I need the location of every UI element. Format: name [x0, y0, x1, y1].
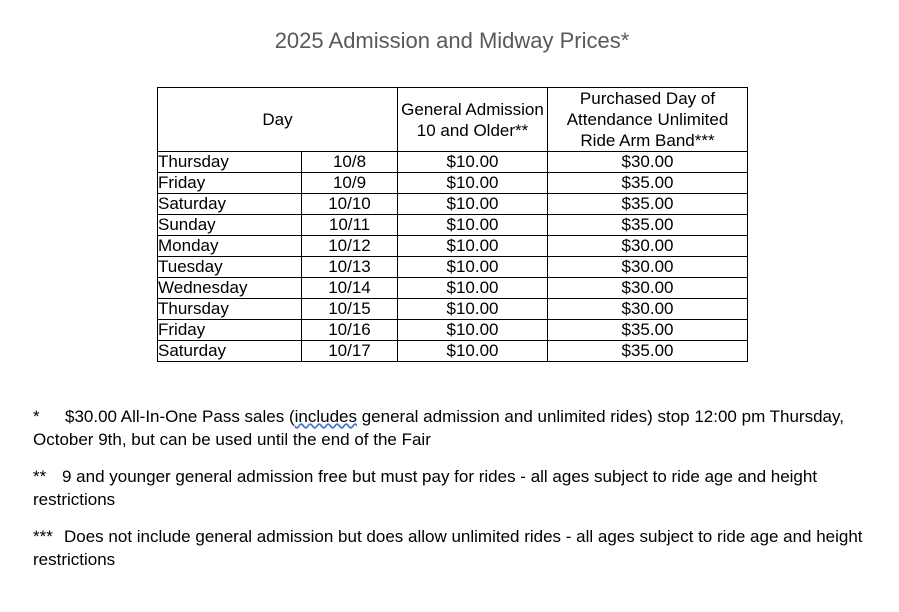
header-ride-band: Purchased Day of Attendance Unlimited Ride Arm Band***: [548, 88, 748, 152]
table-row: [158, 194, 748, 215]
day-cell: Saturday: [158, 341, 302, 362]
footnote-3-marker: ***: [33, 527, 53, 546]
table-header-row: [158, 88, 748, 152]
day-cell: Saturday: [158, 194, 302, 215]
general-admission-cell: $10.00: [398, 215, 548, 236]
day-cell: Wednesday: [158, 278, 302, 299]
footnote-1-marker: *: [33, 407, 40, 426]
general-admission-cell: $10.00: [398, 194, 548, 215]
table-row: [158, 215, 748, 236]
ride-band-cell: $35.00: [548, 194, 748, 215]
day-cell: Friday: [158, 320, 302, 341]
ride-band-cell: $35.00: [548, 320, 748, 341]
footnote-2: [33, 465, 878, 511]
footnote-1-text-start: $30.00 All-In-One Pass sales (: [65, 407, 295, 426]
date-cell: 10/14: [302, 278, 398, 299]
ride-band-cell: $35.00: [548, 341, 748, 362]
table-row: [158, 236, 748, 257]
date-cell: 10/11: [302, 215, 398, 236]
header-day: Day: [158, 88, 398, 152]
table-row: [158, 320, 748, 341]
footnote-3-text: Does not include general admission but does allow unlimited rides - all ages subject to ride age and height restrictions: [33, 527, 863, 569]
day-cell: Sunday: [158, 215, 302, 236]
general-admission-cell: $10.00: [398, 152, 548, 173]
general-admission-cell: $10.00: [398, 320, 548, 341]
day-cell: Thursday: [158, 152, 302, 173]
ride-band-cell: $35.00: [548, 215, 748, 236]
general-admission-cell: $10.00: [398, 278, 548, 299]
footnote-2-text: 9 and younger general admission free but must pay for rides - all ages subject to ride age and height restrictions: [33, 467, 818, 509]
day-cell: Thursday: [158, 299, 302, 320]
ride-band-cell: $35.00: [548, 173, 748, 194]
ride-band-cell: $30.00: [548, 152, 748, 173]
table-row: [158, 257, 748, 278]
ride-band-cell: $30.00: [548, 236, 748, 257]
day-cell: Friday: [158, 173, 302, 194]
general-admission-cell: $10.00: [398, 341, 548, 362]
day-cell: Tuesday: [158, 257, 302, 278]
date-cell: 10/16: [302, 320, 398, 341]
general-admission-cell: $10.00: [398, 173, 548, 194]
page-title: 2025 Admission and Midway Prices*: [274, 28, 630, 53]
spellcheck-flagged-word: includes: [294, 407, 357, 426]
table-row: [158, 173, 748, 194]
date-cell: 10/9: [302, 173, 398, 194]
footnote-2-marker: **: [33, 467, 47, 486]
date-cell: 10/10: [302, 194, 398, 215]
ride-band-cell: $30.00: [548, 278, 748, 299]
table-row: [158, 341, 748, 362]
date-cell: 10/12: [302, 236, 398, 257]
table-row: [158, 278, 748, 299]
footnote-1-text-end: general admission and unlimited rides) stop 12:00 pm Thursday, October 9th, but can be used until the end of the Fair: [33, 407, 844, 449]
header-general-admission: General Admission 10 and Older**: [398, 88, 548, 152]
general-admission-cell: $10.00: [398, 236, 548, 257]
day-cell: Monday: [158, 236, 302, 257]
table-row: [158, 152, 748, 173]
price-table: [157, 87, 748, 362]
table-body: [158, 152, 748, 362]
general-admission-cell: $10.00: [398, 257, 548, 278]
ride-band-cell: $30.00: [548, 299, 748, 320]
table-row: [158, 299, 748, 320]
date-cell: 10/8: [302, 152, 398, 173]
date-cell: 10/13: [302, 257, 398, 278]
footnote-3: [33, 525, 878, 571]
ride-band-cell: $30.00: [548, 257, 748, 278]
date-cell: 10/15: [302, 299, 398, 320]
footnotes: [33, 405, 878, 585]
footnote-1: [33, 405, 878, 451]
date-cell: 10/17: [302, 341, 398, 362]
general-admission-cell: $10.00: [398, 299, 548, 320]
